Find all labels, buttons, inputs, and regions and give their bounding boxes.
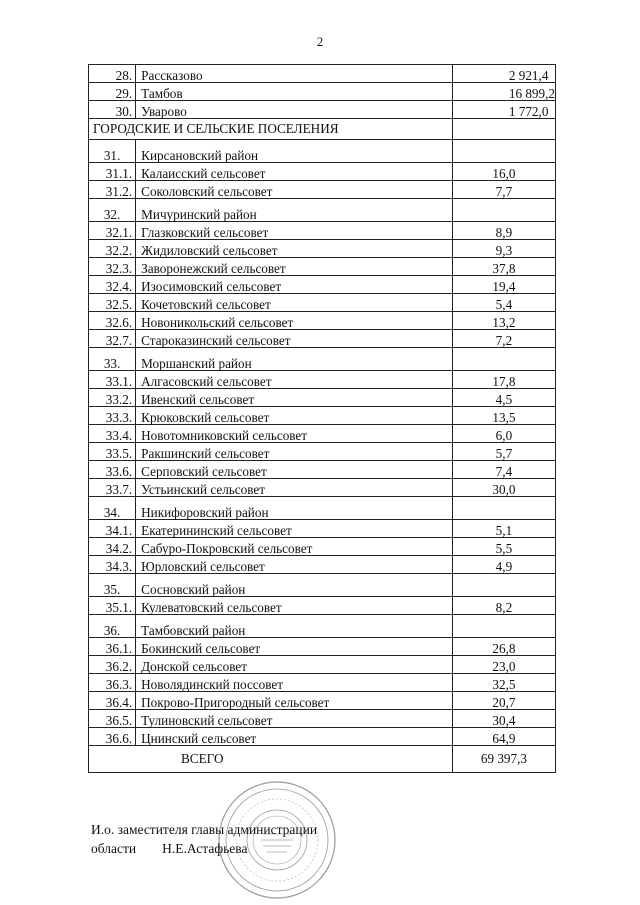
district-row [89, 497, 556, 520]
table-row [89, 258, 556, 276]
table-row [89, 638, 556, 656]
table-row [89, 371, 556, 389]
row-number: 34.1. [89, 520, 136, 538]
row-value: 8,2 [452, 597, 555, 615]
row-number: 32.4. [89, 276, 136, 294]
row-number: 33. [89, 348, 136, 371]
row-name: Ракшинский сельсовет [136, 443, 453, 461]
row-name: Серповский сельсовет [136, 461, 453, 479]
table-row [89, 240, 556, 258]
row-name: Екатерининский сельсовет [136, 520, 453, 538]
table-row [89, 163, 556, 181]
row-name: Заворонежский сельсовет [136, 258, 453, 276]
total-value: 69 397,3 [452, 746, 555, 773]
row-number: 31. [89, 140, 136, 163]
row-number: 33.2. [89, 389, 136, 407]
row-name: Цнинский сельсовет [136, 728, 453, 746]
row-number: 30. [89, 101, 136, 119]
row-value [452, 348, 555, 371]
row-value: 7,7 [452, 181, 555, 199]
row-name: Покрово-Пригородный сельсовет [136, 692, 453, 710]
table-row [89, 330, 556, 348]
row-number: 32.6. [89, 312, 136, 330]
row-name: Староказинский сельсовет [136, 330, 453, 348]
settlements-table [88, 64, 556, 773]
row-name: Бокинский сельсовет [136, 638, 453, 656]
table-row [89, 181, 556, 199]
row-value: 2 921,4 [452, 65, 555, 83]
row-value: 64,9 [452, 728, 555, 746]
row-number: 34.3. [89, 556, 136, 574]
table-body [89, 65, 556, 773]
row-name: Рассказово [136, 65, 453, 83]
row-value [452, 140, 555, 163]
row-value: 30,4 [452, 710, 555, 728]
row-name: Алгасовский сельсовет [136, 371, 453, 389]
row-name: Никифоровский район [136, 497, 453, 520]
row-number: 31.1. [89, 163, 136, 181]
row-number: 36.1. [89, 638, 136, 656]
district-row [89, 574, 556, 597]
row-value: 13,5 [452, 407, 555, 425]
row-number: 32.2. [89, 240, 136, 258]
row-name: Калаисский сельсовет [136, 163, 453, 181]
row-number: 32. [89, 199, 136, 222]
row-name: Мичуринский район [136, 199, 453, 222]
total-label: ВСЕГО [89, 746, 453, 773]
row-name: Новоникольский сельсовет [136, 312, 453, 330]
table-row [89, 461, 556, 479]
row-value: 8,9 [452, 222, 555, 240]
table-row [89, 728, 556, 746]
row-value: 13,2 [452, 312, 555, 330]
district-row [89, 615, 556, 638]
row-value: 19,4 [452, 276, 555, 294]
table-row [89, 101, 556, 119]
table-row [89, 65, 556, 83]
table-row [89, 443, 556, 461]
row-number: 33.6. [89, 461, 136, 479]
row-name: Тамбов [136, 83, 453, 101]
row-value: 7,2 [452, 330, 555, 348]
row-name: Сосновский район [136, 574, 453, 597]
row-number: 32.7. [89, 330, 136, 348]
row-name: Юрловский сельсовет [136, 556, 453, 574]
table-row [89, 710, 556, 728]
row-value: 5,1 [452, 520, 555, 538]
section-heading: ГОРОДСКИЕ И СЕЛЬСКИЕ ПОСЕЛЕНИЯ [89, 119, 453, 140]
row-value: 6,0 [452, 425, 555, 443]
table-row [89, 425, 556, 443]
row-number: 36.6. [89, 728, 136, 746]
row-name: Соколовский сельсовет [136, 181, 453, 199]
signatory-region: области [91, 841, 137, 856]
row-name: Кочетовский сельсовет [136, 294, 453, 312]
total-row [89, 746, 556, 773]
table-row [89, 674, 556, 692]
row-value: 37,8 [452, 258, 555, 276]
row-name: Новолядинский поссовет [136, 674, 453, 692]
table-row [89, 520, 556, 538]
row-number: 29. [89, 83, 136, 101]
row-number: 33.3. [89, 407, 136, 425]
row-number: 31.2. [89, 181, 136, 199]
row-value: 16,0 [452, 163, 555, 181]
row-name: Донской сельсовет [136, 656, 453, 674]
row-number: 36.2. [89, 656, 136, 674]
row-number: 33.1. [89, 371, 136, 389]
row-number: 33.7. [89, 479, 136, 497]
table-row [89, 597, 556, 615]
row-number: 32.3. [89, 258, 136, 276]
page-number: 2 [316, 34, 324, 49]
row-value [452, 119, 555, 140]
row-name: Тулиновский сельсовет [136, 710, 453, 728]
row-name: Сабуро-Покровский сельсовет [136, 538, 453, 556]
row-name: Моршанский район [136, 348, 453, 371]
row-number: 32.1. [89, 222, 136, 240]
row-value: 5,5 [452, 538, 555, 556]
row-value [452, 497, 555, 520]
table-row [89, 407, 556, 425]
row-number: 36. [89, 615, 136, 638]
table-row [89, 276, 556, 294]
table-row [89, 556, 556, 574]
row-value: 4,9 [452, 556, 555, 574]
row-number: 32.5. [89, 294, 136, 312]
table-row [89, 538, 556, 556]
section-heading-row [89, 119, 556, 140]
row-number: 36.3. [89, 674, 136, 692]
row-number: 36.5. [89, 710, 136, 728]
row-value: 9,3 [452, 240, 555, 258]
row-value: 26,8 [452, 638, 555, 656]
row-value: 5,4 [452, 294, 555, 312]
row-name: Тамбовский район [136, 615, 453, 638]
row-number: 33.4. [89, 425, 136, 443]
row-value: 16 899,2 [452, 83, 555, 101]
row-name: Ивенский сельсовет [136, 389, 453, 407]
row-name: Кулеватовский сельсовет [136, 597, 453, 615]
table-row [89, 479, 556, 497]
signatory-name: Н.Е.Астафьева [162, 841, 248, 856]
row-value: 20,7 [452, 692, 555, 710]
row-name: Изосимовский сельсовет [136, 276, 453, 294]
signatory-position: И.о. заместителя главы администрации [91, 822, 318, 837]
district-row [89, 199, 556, 222]
row-value [452, 574, 555, 597]
row-value: 4,5 [452, 389, 555, 407]
row-value [452, 615, 555, 638]
signatory-line [91, 839, 317, 858]
table-row [89, 389, 556, 407]
row-name: Крюковский сельсовет [136, 407, 453, 425]
row-name: Новотомниковский сельсовет [136, 425, 453, 443]
row-name: Устьинский сельсовет [136, 479, 453, 497]
row-number: 34.2. [89, 538, 136, 556]
row-number: 34. [89, 497, 136, 520]
row-value: 7,4 [452, 461, 555, 479]
row-value: 5,7 [452, 443, 555, 461]
table-row [89, 83, 556, 101]
table-row [89, 294, 556, 312]
row-number: 36.4. [89, 692, 136, 710]
district-row [89, 348, 556, 371]
row-value: 23,0 [452, 656, 555, 674]
table-row [89, 222, 556, 240]
row-value [452, 199, 555, 222]
row-name: Жидиловский сельсовет [136, 240, 453, 258]
table-row [89, 692, 556, 710]
row-name: Кирсановский район [136, 140, 453, 163]
row-number: 33.5. [89, 443, 136, 461]
row-value: 17,8 [452, 371, 555, 389]
row-number: 35.1. [89, 597, 136, 615]
row-value: 30,0 [452, 479, 555, 497]
signature-block [91, 820, 317, 858]
row-value: 32,5 [452, 674, 555, 692]
row-value: 1 772,0 [452, 101, 555, 119]
district-row [89, 140, 556, 163]
row-name: Глазковский сельсовет [136, 222, 453, 240]
row-number: 35. [89, 574, 136, 597]
table-row [89, 656, 556, 674]
row-name: Уварово [136, 101, 453, 119]
table-row [89, 312, 556, 330]
row-number: 28. [89, 65, 136, 83]
